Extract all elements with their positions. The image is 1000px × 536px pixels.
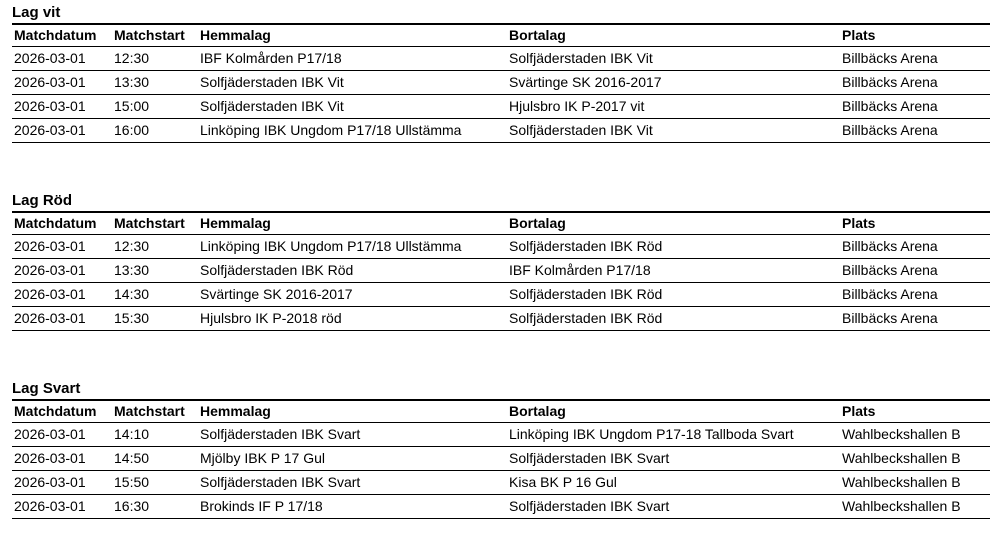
cell-time: 15:00 (114, 98, 150, 114)
cell-time: 16:30 (114, 498, 150, 514)
cell-place: Billbäcks Arena (842, 310, 938, 326)
cell-date: 2026-03-01 (14, 286, 86, 302)
column-header-date: Matchdatum (14, 27, 97, 43)
cell-home: Svärtinge SK 2016-2017 (200, 286, 353, 302)
column-header-time: Matchstart (114, 27, 185, 43)
column-header-away: Bortalag (509, 403, 566, 419)
cell-place: Billbäcks Arena (842, 262, 938, 278)
cell-away: Solfjäderstaden IBK Röd (509, 286, 663, 302)
cell-time: 14:50 (114, 450, 150, 466)
cell-date: 2026-03-01 (14, 74, 86, 90)
table-header (12, 399, 990, 423)
table-header (12, 211, 990, 235)
table-row (12, 447, 990, 471)
cell-home: Mjölby IBK P 17 Gul (200, 450, 326, 466)
cell-place: Billbäcks Arena (842, 50, 938, 66)
cell-date: 2026-03-01 (14, 310, 86, 326)
cell-place: Wahlbeckshallen B (842, 474, 961, 490)
cell-away: IBF Kolmården P17/18 (509, 262, 651, 278)
cell-time: 15:50 (114, 474, 150, 490)
column-header-place: Plats (842, 403, 876, 419)
cell-date: 2026-03-01 (14, 262, 86, 278)
column-header-home: Hemmalag (200, 27, 271, 43)
section-title: Lag Svart (12, 380, 81, 397)
column-header-place: Plats (842, 215, 876, 231)
cell-time: 14:10 (114, 426, 150, 442)
table-row (12, 71, 990, 95)
cell-home: Brokinds IF P 17/18 (200, 498, 323, 514)
cell-away: Solfjäderstaden IBK Svart (509, 498, 670, 514)
section-title: Lag vit (12, 4, 61, 21)
table-header (12, 23, 990, 47)
cell-away: Solfjäderstaden IBK Svart (509, 450, 670, 466)
cell-place: Wahlbeckshallen B (842, 450, 961, 466)
table-row (12, 95, 990, 119)
column-header-home: Hemmalag (200, 403, 271, 419)
cell-date: 2026-03-01 (14, 498, 86, 514)
cell-place: Billbäcks Arena (842, 98, 938, 114)
cell-home: Solfjäderstaden IBK Svart (200, 426, 361, 442)
cell-place: Wahlbeckshallen B (842, 498, 961, 514)
cell-place: Wahlbeckshallen B (842, 426, 961, 442)
table-row (12, 471, 990, 495)
cell-home: Solfjäderstaden IBK Röd (200, 262, 354, 278)
cell-away: Hjulsbro IK P-2017 vit (509, 98, 645, 114)
column-header-away: Bortalag (509, 27, 566, 43)
column-header-date: Matchdatum (14, 403, 97, 419)
table-row (12, 495, 990, 519)
cell-place: Billbäcks Arena (842, 286, 938, 302)
table-row (12, 235, 990, 259)
cell-place: Billbäcks Arena (842, 74, 938, 90)
column-header-time: Matchstart (114, 215, 185, 231)
cell-date: 2026-03-01 (14, 450, 86, 466)
column-header-away: Bortalag (509, 215, 566, 231)
cell-away: Solfjäderstaden IBK Vit (509, 50, 653, 66)
section-title: Lag Röd (12, 192, 72, 209)
cell-time: 14:30 (114, 286, 150, 302)
cell-time: 13:30 (114, 74, 150, 90)
cell-time: 16:00 (114, 122, 150, 138)
table-row (12, 423, 990, 447)
cell-date: 2026-03-01 (14, 98, 86, 114)
cell-home: Solfjäderstaden IBK Svart (200, 474, 361, 490)
cell-away: Svärtinge SK 2016-2017 (509, 74, 662, 90)
cell-place: Billbäcks Arena (842, 238, 938, 254)
cell-home: IBF Kolmården P17/18 (200, 50, 342, 66)
cell-date: 2026-03-01 (14, 474, 86, 490)
cell-away: Kisa BK P 16 Gul (509, 474, 617, 490)
cell-away: Solfjäderstaden IBK Röd (509, 310, 663, 326)
column-header-date: Matchdatum (14, 215, 97, 231)
cell-date: 2026-03-01 (14, 426, 86, 442)
column-header-place: Plats (842, 27, 876, 43)
cell-home: Solfjäderstaden IBK Vit (200, 74, 344, 90)
table-row (12, 47, 990, 71)
cell-date: 2026-03-01 (14, 238, 86, 254)
cell-home: Linköping IBK Ungdom P17/18 Ullstämma (200, 238, 462, 254)
cell-date: 2026-03-01 (14, 122, 86, 138)
column-header-home: Hemmalag (200, 215, 271, 231)
table-row (12, 307, 990, 331)
cell-home: Hjulsbro IK P-2018 röd (200, 310, 342, 326)
cell-place: Billbäcks Arena (842, 122, 938, 138)
cell-home: Solfjäderstaden IBK Vit (200, 98, 344, 114)
cell-time: 15:30 (114, 310, 150, 326)
table-row (12, 119, 990, 143)
cell-time: 12:30 (114, 50, 150, 66)
cell-time: 13:30 (114, 262, 150, 278)
table-row (12, 283, 990, 307)
table-row (12, 259, 990, 283)
column-header-time: Matchstart (114, 403, 185, 419)
cell-time: 12:30 (114, 238, 150, 254)
cell-away: Solfjäderstaden IBK Röd (509, 238, 663, 254)
cell-away: Solfjäderstaden IBK Vit (509, 122, 653, 138)
cell-home: Linköping IBK Ungdom P17/18 Ullstämma (200, 122, 462, 138)
cell-away: Linköping IBK Ungdom P17-18 Tallboda Svart (509, 426, 794, 442)
cell-date: 2026-03-01 (14, 50, 86, 66)
